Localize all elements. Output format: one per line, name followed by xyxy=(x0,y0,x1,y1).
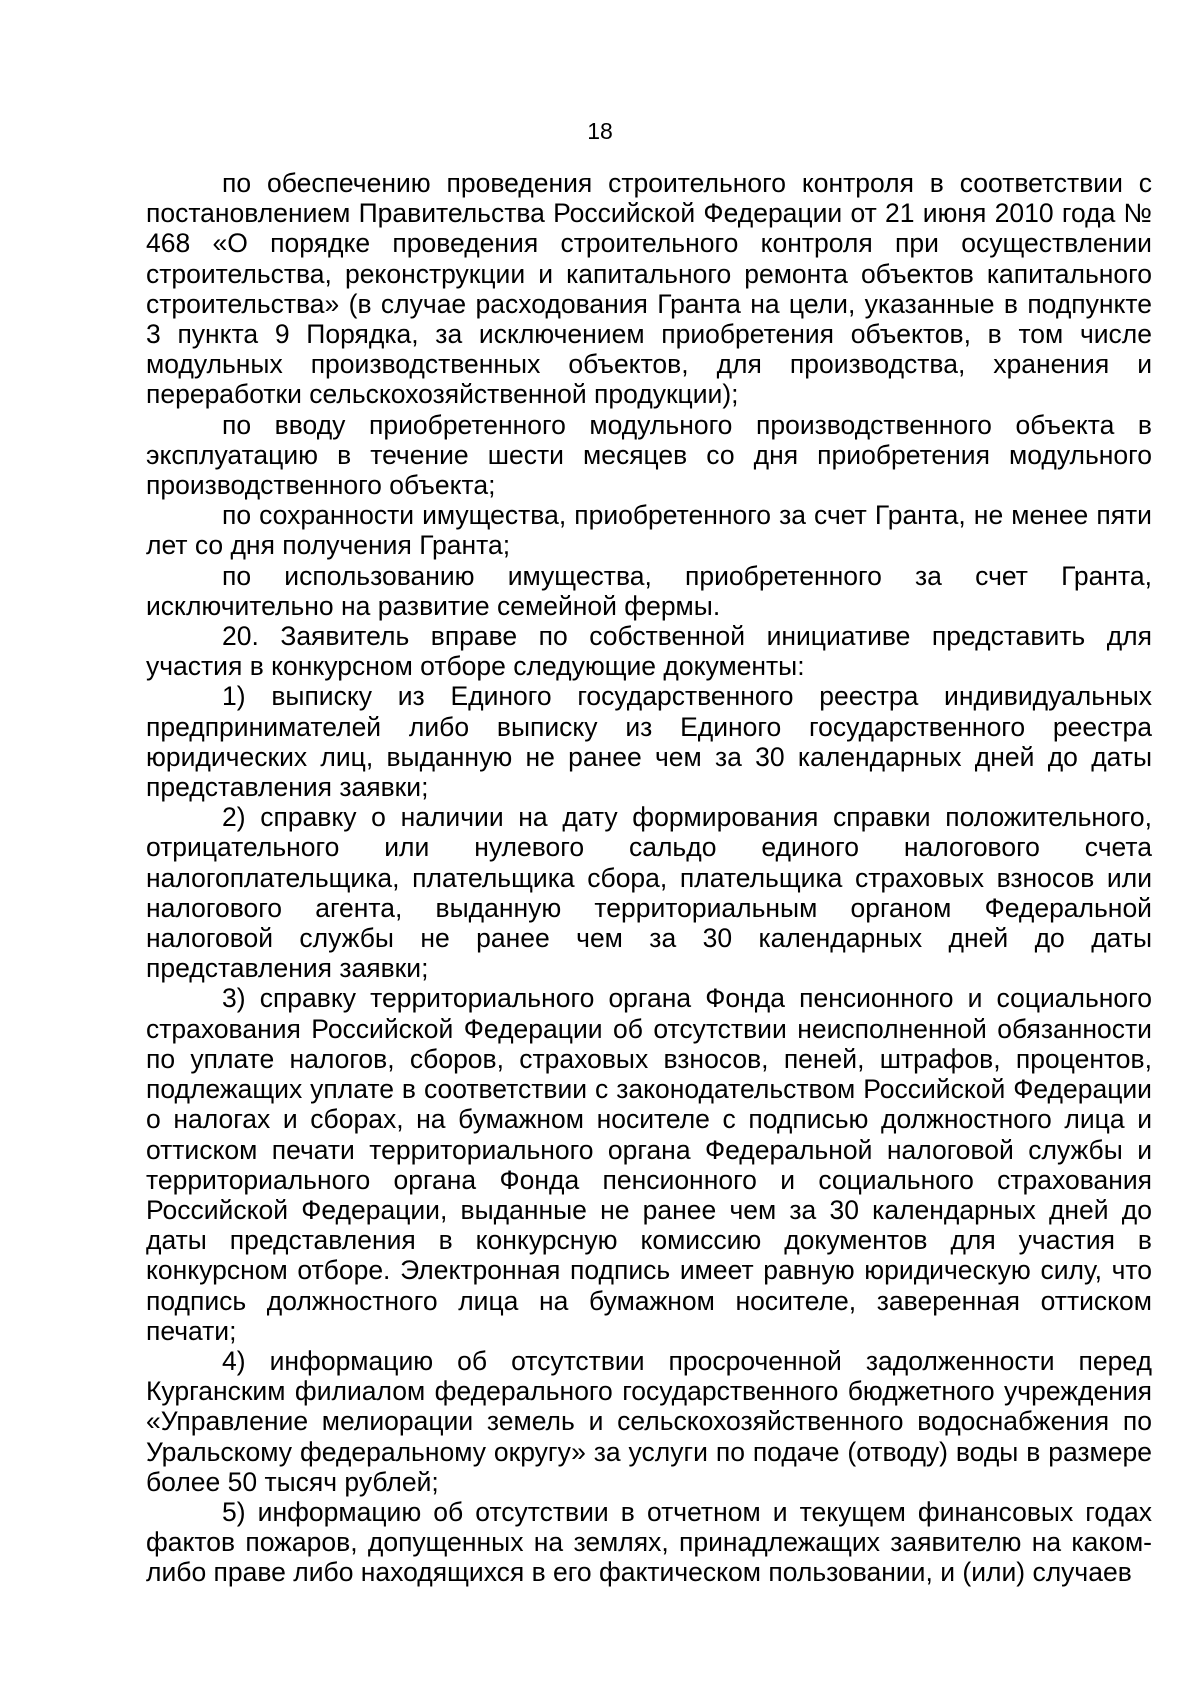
paragraph-modular-object-commissioning: по вводу приобретенного модульного производственного объекта в эксплуатацию в течение шести месяцев со дня приобретения модульного производственного объекта; xyxy=(146,409,1152,501)
paragraph-property-preservation: по сохранности имущества, приобретенного за счет Гранта, не менее пяти лет со дня получения Гранта; xyxy=(146,500,1152,561)
list-item-2: 2) справку о наличии на дату формирования справки положительного, отрицательного или нулевого сальдо единого налогового счета налогоплательщика, плательщика сбора, плательщика страховых взносов или налогового агента, выданную территориальным органом Федеральной налоговой службы не ранее чем за 30 календарных дней до даты представления заявки; xyxy=(146,802,1152,984)
paragraph-property-use: по использованию имущества, приобретенного за счет Гранта, исключительно на развитие семейной фермы. xyxy=(146,560,1152,621)
paragraph-item-20: 20. Заявитель вправе по собственной инициативе представить для участия в конкурсном отборе следующие документы: xyxy=(146,621,1152,682)
list-item-4: 4) информацию об отсутствии просроченной задолженности перед Курганским филиалом федерального государственного бюджетного учреждения «Управление мелиорации земель и сельскохозяйственного водоснабжения по Уральскому федеральному округу» за услуги по подаче (отводу) воды в размере более 50 тысяч рублей; xyxy=(146,1345,1152,1497)
list-item-5: 5) информацию об отсутствии в отчетном и текущем финансовых годах фактов пожаров, допущенных на землях, принадлежащих заявителю на каком-либо праве либо находящихся в его фактическом пользовании, и (или) случаев xyxy=(146,1496,1152,1588)
paragraph-construction-control: по обеспечению проведения строительного контроля в соответствии с постановлением Правительства Российской Федерации от 21 июня 2010 года № 468 «О порядке проведения строительного контроля при осуществлении строительства, реконструкции и капитального ремонта объектов капитального строительства» (в случае расходования Гранта на цели, указанные в подпункте 3 пункта 9 Порядка, за исключением приобретения объектов, в том числе модульных производственных объектов, для производства, хранения и переработки сельскохозяйственной продукции); xyxy=(146,168,1152,410)
document-body xyxy=(146,168,1152,1588)
list-item-1: 1) выписку из Единого государственного реестра индивидуальных предпринимателей либо выписку из Единого государственного реестра юридических лиц, выданную не ранее чем за 30 календарных дней до даты представления заявки; xyxy=(146,681,1152,803)
list-item-3: 3) справку территориального органа Фонда пенсионного и социального страхования Российской Федерации об отсутствии неисполненной обязанности по уплате налогов, сборов, страховых взносов, пеней, штрафов, процентов, подлежащих уплате в соответствии с законодательством Российской Федерации о налогах и сборах, на бумажном носителе с подписью должностного лица и оттиском печати территориального органа Федеральной налоговой службы и территориального органа Фонда пенсионного и социального страхования Российской Федерации, выданные не ранее чем за 30 календарных дней до даты представления в конкурсную комиссию документов для участия в конкурсном отборе. Электронная подпись имеет равную юридическую силу, что подпись должностного лица на бумажном носителе, заверенная оттиском печати; xyxy=(146,983,1152,1346)
page-number: 18 xyxy=(587,118,613,144)
